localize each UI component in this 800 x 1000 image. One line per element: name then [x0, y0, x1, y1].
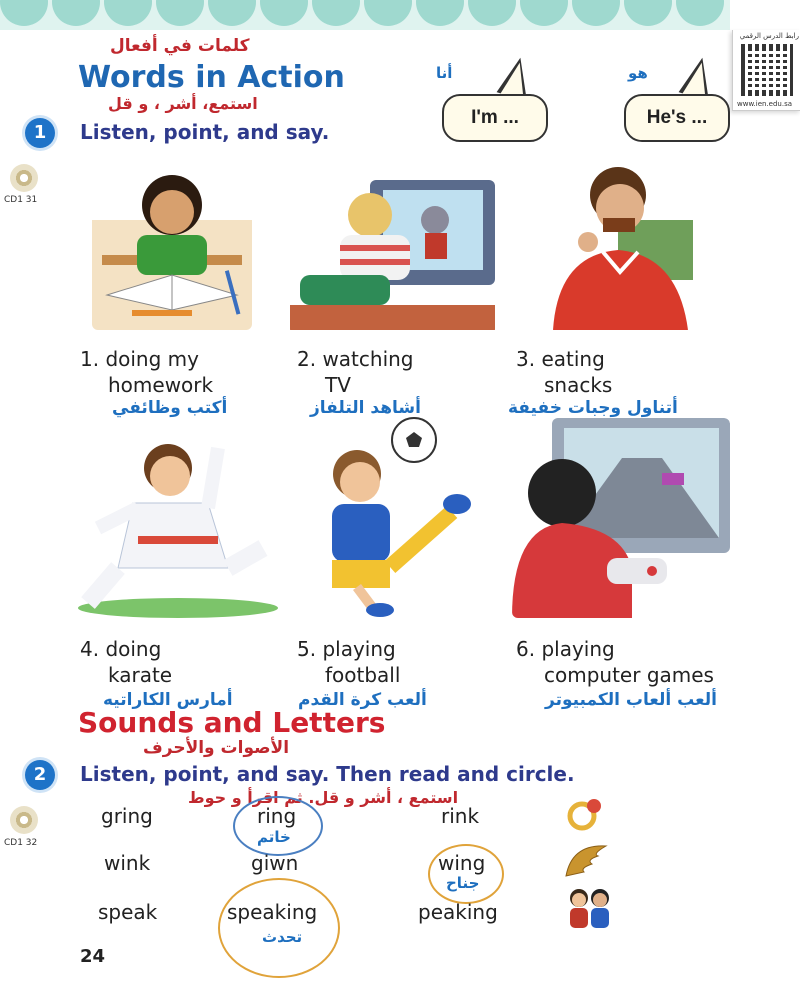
- section1-arabic-title: كلمات في أفعال: [110, 36, 250, 56]
- word-gring[interactable]: gring: [101, 804, 153, 828]
- item-3-arabic: أتناول وجبات خفيفة: [508, 398, 678, 418]
- top-scallop-border: [0, 0, 730, 30]
- cd-track-label-2: CD1 32: [4, 838, 38, 848]
- word-rink[interactable]: rink: [441, 804, 480, 828]
- item-3-caption: 3. eating snacks: [516, 347, 613, 397]
- qr-code-card[interactable]: [732, 30, 800, 111]
- item-1-arabic: أكتب وظائفي: [112, 398, 228, 418]
- boy-eating-snacks-illustration: [548, 160, 693, 330]
- boy-playing-football-illustration: [302, 412, 482, 618]
- section1-arabic-subtitle: استمع، أشر ، و قل: [108, 94, 258, 113]
- page-number: 24: [80, 946, 106, 967]
- item-4-arabic: أمارس الكاراتيه: [103, 690, 233, 710]
- exercise-1-badge: 1: [25, 118, 55, 148]
- wing-icon: [562, 840, 608, 880]
- qr-url: www.ien.edu.sa: [737, 100, 793, 108]
- arabic-wing: جناح: [446, 874, 480, 892]
- speech-bubble-im: I'm ...: [442, 94, 548, 142]
- bubble-arabic-1: أنا: [436, 64, 453, 82]
- qr-code-icon: [741, 44, 793, 96]
- section2-arabic-instruction: استمع ، أشر و قل. ثم اقرأ و حوط: [188, 788, 459, 807]
- word-giwn[interactable]: giwn: [251, 851, 299, 875]
- boy-watching-tv-illustration: [285, 175, 500, 330]
- bubble-arabic-2: هو: [628, 64, 648, 82]
- cd-track-label: CD1 31: [4, 195, 38, 205]
- section1-title: Words in Action: [78, 60, 345, 95]
- cd-icon-2: [10, 806, 38, 834]
- word-speaking[interactable]: speaking: [227, 900, 318, 924]
- item-6-caption: 6. playing computer games: [516, 637, 714, 687]
- item-2-arabic: أشاهد التلفاز: [310, 398, 421, 418]
- section2-instruction: Listen, point, and say. Then read and circle.: [80, 762, 575, 786]
- word-speak[interactable]: speak: [98, 900, 158, 924]
- section1-instruction: Listen, point, and say.: [80, 120, 330, 144]
- item-6-arabic: ألعب ألعاب الكمبيوتر: [545, 690, 717, 710]
- boy-doing-karate-illustration: [78, 428, 283, 618]
- item-5-caption: 5. playing football: [297, 637, 401, 687]
- item-5-arabic: ألعب كرة القدم: [298, 690, 427, 710]
- item-4-caption: 4. doing karate: [80, 637, 173, 687]
- people-speaking-icon: [564, 884, 614, 928]
- exercise-2-badge: 2: [25, 760, 55, 790]
- cd-icon: [10, 164, 38, 192]
- speech-bubble-hes: He's ...: [624, 94, 730, 142]
- word-ring[interactable]: ring: [257, 804, 297, 828]
- item-2-caption: 2. watching TV: [297, 347, 414, 397]
- section2-title: Sounds and Letters: [78, 706, 386, 739]
- boy-playing-computer-games-illustration: [512, 418, 730, 618]
- item-1-caption: 1. doing my homework: [80, 347, 214, 397]
- qr-caption: رابط الدرس الرقمي: [739, 32, 799, 40]
- word-wink[interactable]: wink: [104, 851, 151, 875]
- arabic-ring: خاتم: [257, 828, 291, 846]
- section2-arabic-title: الأصوات والأحرف: [143, 738, 290, 758]
- word-peaking[interactable]: peaking: [418, 900, 498, 924]
- word-wing[interactable]: wing: [438, 851, 486, 875]
- ring-icon: [564, 796, 604, 832]
- arabic-speaking: تحدث: [262, 928, 303, 946]
- boy-doing-homework-illustration: [92, 160, 252, 330]
